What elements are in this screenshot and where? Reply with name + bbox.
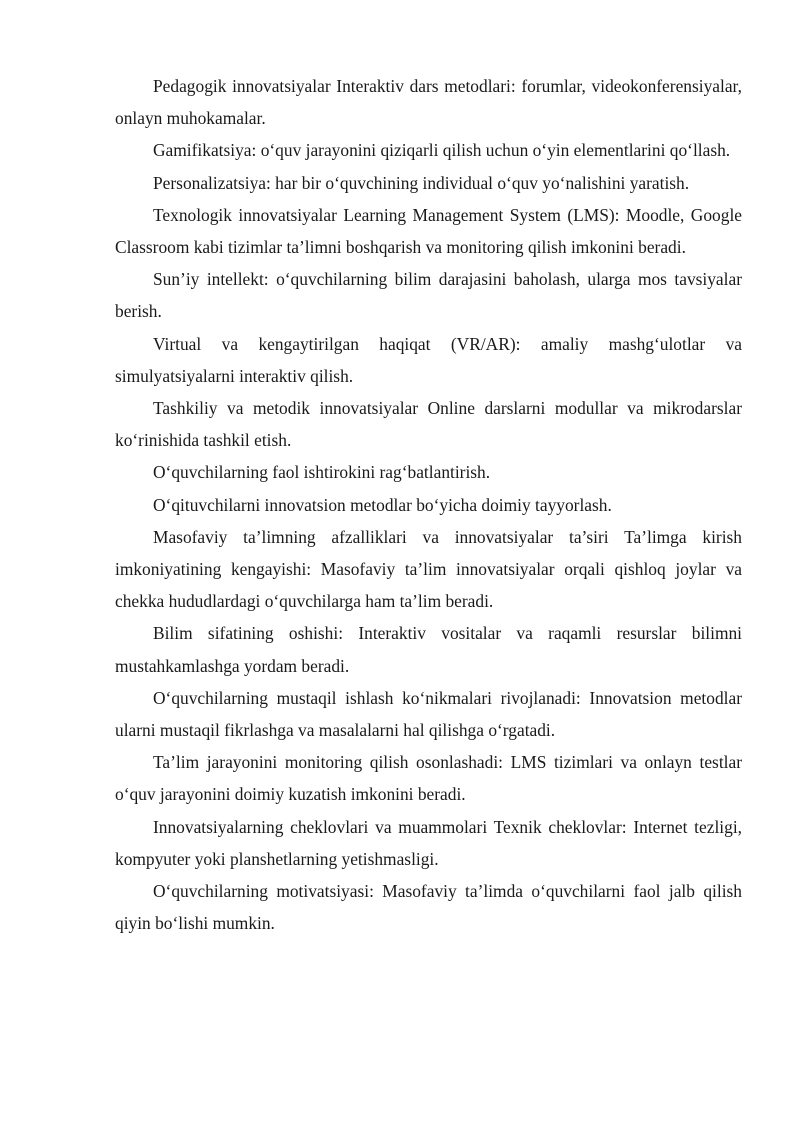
paragraph-faol-ishtirok: O‘quvchilarning faol ishtirokini rag‘batlantirish. xyxy=(153,462,491,483)
paragraph-afzalliklar: Masofaviy ta’limning afzalliklari va innovatsiyalar ta’siri Ta’limga kirish imkoniyatining kengayishi: Masofaviy ta’lim innovatsiyalar orqali qishloq joylar va chekka hududlardagi o‘quvchilarga ham ta’lim beradi. xyxy=(115,526,742,612)
paragraph-bilim-sifati: Bilim sifatining oshishi: Interaktiv vositalar va raqamli resurslar bilimni mustahkamlashga yordam beradi. xyxy=(115,623,742,676)
document-page xyxy=(115,70,742,939)
paragraph-gamifikatsiya: Gamifikatsiya: o‘quv jarayonini qiziqarli qilish uchun o‘yin elementlarini qo‘llash. xyxy=(153,140,731,161)
paragraph-pedagogik-innovatsiyalar: Pedagogik innovatsiyalar Interaktiv dars metodlari: forumlar, videokonferensiyalar, onlayn muhokamalar. xyxy=(115,76,742,129)
paragraph-cheklovlar: Innovatsiyalarning cheklovlari va muammolari Texnik cheklovlar: Internet tezligi, kompyuter yoki planshetlarning yetishmasligi. xyxy=(115,816,742,869)
paragraph-virtual-haqiqat: Virtual va kengaytirilgan haqiqat (VR/AR): amaliy mashg‘ulotlar va simulyatsiyalarni interaktiv qilish. xyxy=(115,333,742,386)
paragraph-oqituvchilar: O‘qituvchilarni innovatsion metodlar bo‘yicha doimiy tayyorlash. xyxy=(153,494,612,515)
paragraph-motivatsiya: O‘quvchilarning motivatsiyasi: Masofaviy ta’limda o‘quvchilarni faol jalb qilish qiyin bo‘lishi mumkin. xyxy=(115,881,742,934)
paragraph-personalizatsiya: Personalizatsiya: har bir o‘quvchining individual o‘quv yo‘nalishini yaratish. xyxy=(153,172,690,193)
paragraph-suniy-intellekt: Sun’iy intellekt: o‘quvchilarning bilim darajasini baholash, ularga mos tavsiyalar berish. xyxy=(115,269,742,322)
paragraph-monitoring: Ta’lim jarayonini monitoring qilish osonlashadi: LMS tizimlari va onlayn testlar o‘quv jarayonini doimiy kuzatish imkonini beradi. xyxy=(115,752,742,805)
paragraph-tashkiliy-innovatsiyalar: Tashkiliy va metodik innovatsiyalar Online darslarni modullar va mikrodarslar ko‘rinishida tashkil etish. xyxy=(115,398,742,451)
paragraph-texnologik-innovatsiyalar: Texnologik innovatsiyalar Learning Management System (LMS): Moodle, Google Classroom kabi tizimlar ta’limni boshqarish va monitoring qilish imkonini beradi. xyxy=(115,204,742,258)
paragraph-mustaqil-ishlash: O‘quvchilarning mustaqil ishlash ko‘nikmalari rivojlanadi: Innovatsion metodlar ularni mustaqil fikrlashga va masalalarni hal qilishga o‘rgatadi. xyxy=(115,687,742,741)
